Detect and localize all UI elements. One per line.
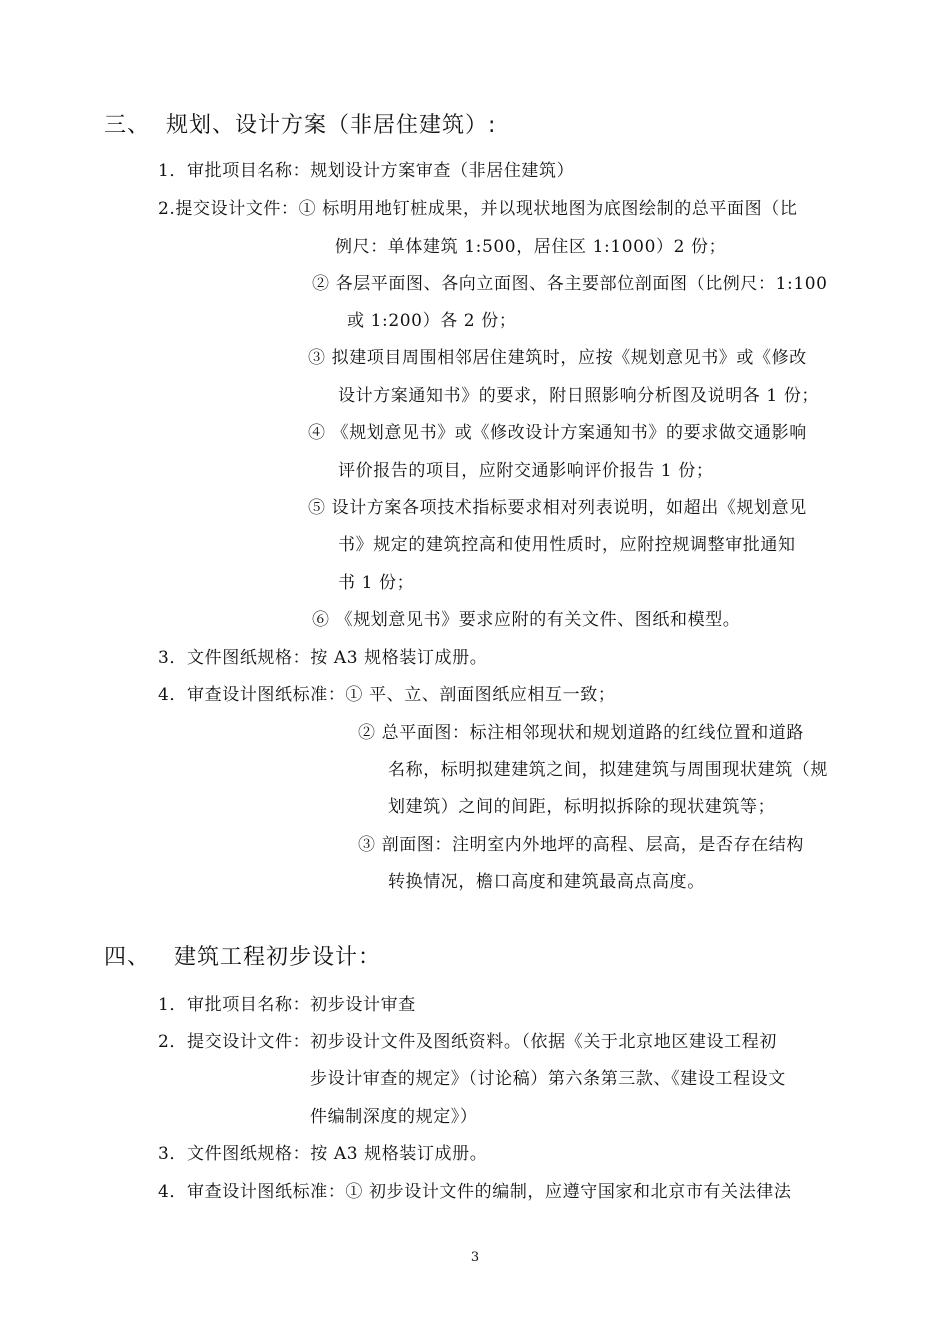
s3-line-sub5-cont2: 书 1 份； [338,573,415,593]
section-4-number: 四、 [104,945,151,970]
section-3-title: 规划、设计方案（非居住建筑）: [166,113,497,138]
s3-line-item2: 2.提交设计文件：① 标明用地钉桩成果，并以现状地图为底图绘制的总平面图（比 [158,199,798,219]
s3-line-sub4: ④ 《规划意见书》或《修改设计方案通知书》的要求做交通影响 [308,423,807,443]
s3-line-sub4-cont: 评价报告的项目，应附交通影响评价报告 1 份； [338,461,714,481]
s3-line-std2-cont1: 名称，标明拟建建筑之间，拟建建筑与周围现状建筑（规 [388,760,828,780]
s3-line-sub2-cont: 或 1:200）各 2 份； [347,311,517,331]
section-4-title: 建筑工程初步设计： [174,945,382,970]
s3-line-sub6: ⑥ 《规划意见书》要求应附的有关文件、图纸和模型。 [312,610,741,630]
s3-line-std3: ③ 剖面图：注明室内外地坪的高程、层高，是否存在结构 [358,835,805,855]
section-4-heading [104,944,381,972]
s3-line-item4: 4．审查设计图纸标准：① 平、立、剖面图纸应相互一致； [158,685,616,705]
s4-line-item4: 4．审查设计图纸标准：① 初步设计文件的编制，应遵守国家和北京市有关法律法 [158,1182,792,1202]
s3-line-sub5-cont1: 书》规定的建筑控高和使用性质时，应附控规调整审批通知 [338,535,796,555]
s4-line-item3: 3．文件图纸规格：按 A3 规格装订成册。 [158,1144,488,1164]
section-3-number: 三、 [104,113,151,138]
s3-line-std2: ② 总平面图：标注相邻现状和规划道路的红线位置和道路 [358,723,805,743]
s4-line-item2-cont2: 件编制深度的规定》） [310,1107,478,1127]
s4-line-item2-cont1: 步设计审查的规定》（讨论稿）第六条第三款、《建设工程设文 [310,1069,786,1089]
s3-line-sub3-cont: 设计方案通知书》的要求，附日照影响分析图及说明各 1 份； [338,386,820,406]
s3-line-std3-cont: 转换情况，檐口高度和建筑最高点高度。 [388,872,705,892]
page-number: 3 [470,1250,480,1265]
s3-line-item1: 1．审批项目名称：规划设计方案审查（非居住建筑） [158,161,575,181]
s4-line-item1: 1．审批项目名称：初步设计审查 [158,995,416,1015]
s3-line-sub2: ② 各层平面图、各向立面图、各主要部位剖面图（比例尺：1:100 [312,274,828,294]
s3-line-item3: 3．文件图纸规格：按 A3 规格装订成册。 [158,648,488,668]
section-3-heading [104,112,496,140]
s3-line-std2-cont2: 划建筑）之间的间距，标明拟拆除的现状建筑等； [388,797,776,817]
s3-line-sub5: ⑤ 设计方案各项技术指标要求相对列表说明，如超出《规划意见 [308,498,807,518]
s3-line-sub3: ③ 拟建项目周围相邻居住建筑时，应按《规划意见书》或《修改 [308,348,807,368]
s3-line-item2-cont: 例尺：单体建筑 1:500，居住区 1:1000）2 份； [335,237,727,257]
s4-line-item2: 2．提交设计文件：初步设计文件及图纸资料。（依据《关于北京地区建设工程初 [158,1032,777,1052]
